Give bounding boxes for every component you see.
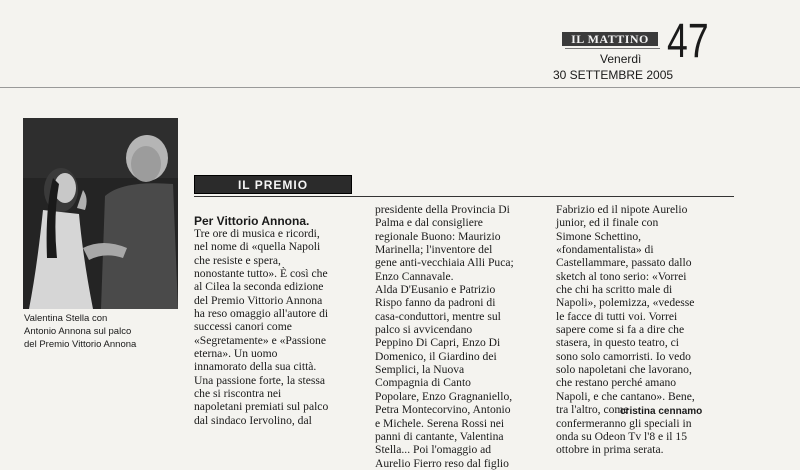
article-line: regionale Buono: Maurizio — [375, 229, 501, 243]
article-line: ha reso omaggio all'autore di — [194, 307, 329, 321]
article-line: Marinella; l'inventore del — [375, 243, 493, 257]
masthead-rule — [565, 48, 660, 49]
article-line: Rispo fanno da padroni di — [375, 296, 496, 310]
article-line: Napoli», polemizza, «vedesse — [556, 296, 695, 310]
article-line: Palma e dal consigliere — [375, 216, 483, 230]
caption-line: Antonio Annona sul palco — [24, 326, 132, 337]
article-column-3 — [556, 203, 695, 457]
article-line: Simone Schettino, — [556, 229, 642, 243]
article-line: «Segretamente» e «Passione — [194, 333, 327, 347]
article-line: Fabrizio ed il nipote Aurelio — [556, 203, 688, 216]
article-line: tra l'altro, come — [556, 403, 629, 417]
article-line: Napoli, e che cantano». Bene, — [556, 389, 695, 403]
article-line: dal sindaco Iervolino, dal — [194, 413, 312, 427]
article-line: Aurelio Fierro reso dal figlio — [375, 456, 509, 470]
article-column-2 — [375, 203, 514, 470]
page-number: 47 — [667, 15, 709, 68]
article-line: napoletani premiati sul palco — [194, 400, 329, 414]
article-line: Enzo Cannavale. — [375, 269, 454, 283]
photo-illustration — [23, 118, 178, 309]
article-line: palco si avvicendano — [375, 323, 473, 337]
newspaper-masthead: IL MATTINO — [562, 32, 658, 46]
article-line: Una passione forte, la stessa — [194, 373, 326, 387]
article-line: che chi ha scritto male di — [556, 283, 673, 297]
photo-caption — [24, 312, 194, 351]
article-line: che si riscontra nei — [194, 387, 282, 401]
article-line: innamorato della sua città. — [194, 360, 317, 374]
article-line: eterna». Un uomo — [194, 347, 278, 361]
article-line: Peppino Di Capri, Enzo Di — [375, 336, 501, 350]
article-line: gene anti-vecchiaia Alli Puca; — [375, 256, 514, 270]
article-line: Tre ore di musica e ricordi, — [194, 227, 320, 240]
article-line: «fondamentalista» di — [556, 243, 654, 257]
section-rule — [194, 196, 734, 197]
article-line: Domenico, il Giardino dei — [375, 349, 497, 363]
article-photo — [23, 118, 178, 309]
article-byline: cristina cennamo — [620, 406, 703, 417]
article-column-1 — [194, 227, 328, 427]
header-divider — [0, 87, 800, 88]
section-label — [194, 175, 352, 194]
caption-line: del Premio Vittorio Annona — [24, 339, 137, 350]
article-line: Compagnia di Canto — [375, 376, 471, 390]
article-line: panni di cantante, Valentina — [375, 429, 504, 443]
article-line: Semplici, la Nuova — [375, 363, 465, 377]
article-line: sono solo camorristi. Io vedo — [556, 349, 691, 363]
article-line: ottobre in prima serata. — [556, 443, 664, 457]
article-line: sapere come si fa a dire che — [556, 323, 685, 337]
article-line: successi canori come — [194, 320, 292, 334]
issue-date: 30 SETTEMBRE 2005 — [553, 68, 674, 82]
article-line: le facce di tutti voi. Vorrei — [556, 309, 678, 323]
article-line: junior, ed il finale con — [556, 216, 659, 230]
article-line: Popolare, Enzo Gragnaniello, — [375, 389, 513, 403]
article-line: che restano perché amano — [556, 376, 677, 390]
section-label-text: IL PREMIO — [237, 177, 309, 192]
caption-line: Valentina Stella con — [24, 313, 108, 324]
issue-weekday: Venerdì — [600, 52, 642, 66]
article-line: Castellammare, passato dallo — [556, 256, 692, 270]
article-line: confermeranno gli speciali in — [556, 416, 692, 430]
article-line: e Michele. Serena Rossi nei — [375, 416, 505, 430]
article-line: Stella... Poi l'omaggio ad — [375, 443, 492, 457]
article-line: nonostante tutto». È così che — [194, 267, 328, 281]
article-line: solo napoletani che lavorano, — [556, 363, 692, 377]
article-line: sketch al tono serio: «Vorrei — [556, 269, 687, 283]
article-line: onda su Odeon Tv l'8 e il 15 — [556, 429, 688, 443]
article-headline: Per Vittorio Annona. — [194, 214, 310, 228]
article-line: stasera, in questo teatro, ci — [556, 336, 679, 350]
article-line: casa-conduttori, mentre sul — [375, 309, 501, 323]
article-line: presidente della Provincia Di — [375, 203, 510, 216]
article-line: che resiste e spera, — [194, 253, 281, 267]
article-line: nel nome di «quella Napoli — [194, 240, 321, 254]
article-line: Alda D'Eusanio e Patrizio — [375, 283, 496, 297]
article-line: al Cilea la seconda edizione — [194, 280, 324, 294]
article-line: Petra Montecorvino, Antonio — [375, 403, 511, 417]
article-line: del Premio Vittorio Annona — [194, 293, 323, 307]
